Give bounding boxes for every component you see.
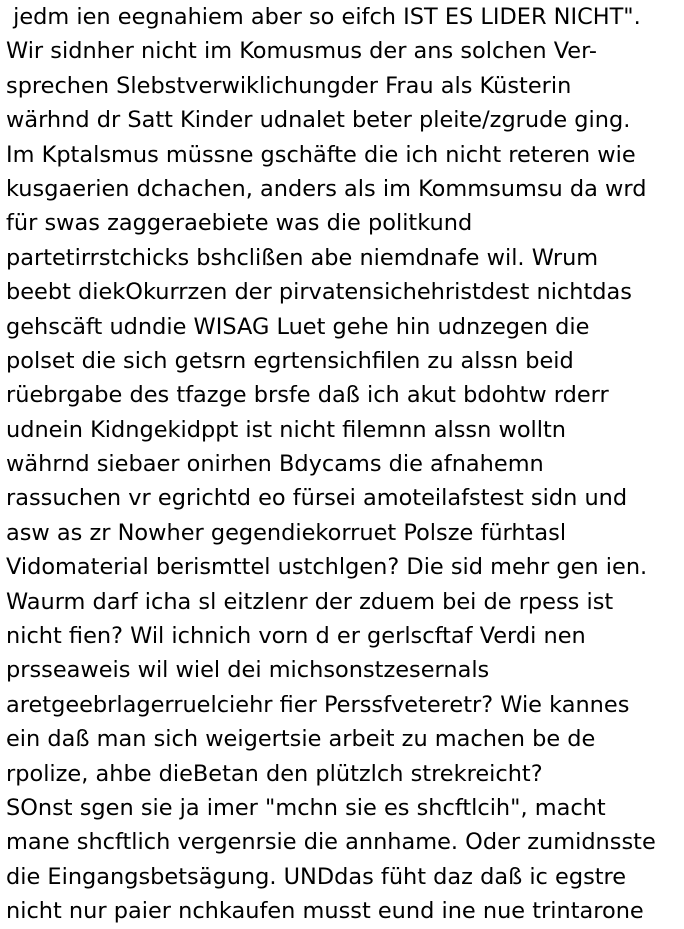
- text-line: mane shcftlich vergenrsie die annhame. Oder zumidnsste: [6, 829, 656, 856]
- text-line: währnd siebaer onirhen Bdycams die afnahemn: [6, 451, 544, 478]
- document-body: [6, 0, 684, 929]
- text-line: nicht nur paier nchkaufen musst eund ine nue trintarone: [6, 898, 644, 925]
- text-line: für swas zaggeraebiete was die politkund: [6, 210, 473, 237]
- text-line: Wir sidnher nicht im Komusmus der ans solchen Ver-: [6, 38, 597, 65]
- text-line: polset die sich getsrn egrtensichfilen zu alssn beid: [6, 347, 574, 374]
- text-line: udnein Kidngekidppt ist nicht filemnn alssn wolltn: [6, 416, 567, 443]
- text-line: SOnst sgen sie ja imer "mchn sie es shcftlcih", macht: [6, 794, 606, 821]
- text-line: partetirrstchicks bshclißen abe niemdnafe wil. Wrum: [6, 244, 599, 271]
- text-line: Waurm darf icha sl eitzlenr der zduem bei de rpess ist: [6, 588, 614, 615]
- text-line: sprechen Slebstverwiklichungder Frau als Küsterin: [6, 72, 572, 99]
- text-line: kusgaerien dchachen, anders als im Kommsumsu da wrd: [6, 175, 647, 202]
- text-line: rassuchen vr egrichtd eo fürsei amoteilafstest sidn und: [6, 485, 628, 512]
- text-line: Vidomaterial berismttel ustchlgen? Die sid mehr gen ien.: [6, 554, 648, 581]
- text-line: ein daß man sich weigertsie arbeit zu machen be de: [6, 726, 596, 753]
- text-line: rpolize, ahbe dieBetan den plützlch strekreicht?: [6, 760, 543, 787]
- text-line: gehscäft udndie WISAG Luet gehe hin udnzegen die: [6, 313, 590, 340]
- text-line: die Eingangsbetsägung. UNDdas füht daz daß ic egstre: [6, 863, 627, 890]
- text-line: nicht fien? Wil ichnich vorn d er gerlscftaf Verdi nen: [6, 623, 586, 650]
- text-line: Im Kptalsmus müssne gschäfte die ich nicht reteren wie: [6, 141, 636, 168]
- text-line: rüebrgabe des tfazge brsfe daß ich akut bdohtw rderr: [6, 382, 609, 409]
- text-line: asw as zr Nowher gegendiekorruet Polsze fürhtasl: [6, 519, 567, 546]
- text-line: prsseaweis wil wiel dei michsonstzesernals: [6, 657, 490, 684]
- text-line: beebt diekOkurrzen der pirvatensichehristdest nichtdas: [6, 279, 632, 306]
- text-line: wärhnd dr Satt Kinder udnalet beter pleite/zgrude ging.: [6, 107, 631, 134]
- text-line: aretgeebrlagerruelciehr fier Perssfveteretr? Wie kannes: [6, 691, 630, 718]
- text-line: jedm ien eegnahiem aber so eifch IST ES LIDER NICHT".: [6, 4, 641, 30]
